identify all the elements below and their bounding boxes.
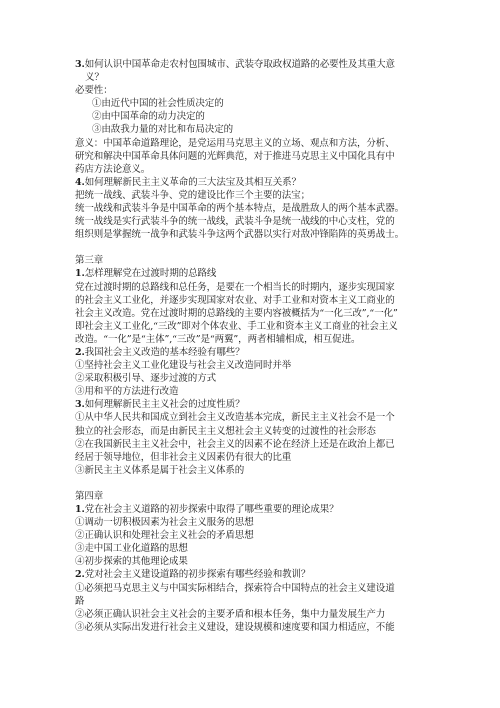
paragraph-line: 意义：中国革命道路理论，是党运用马克思主义的立场、观点和方法，分析、 xyxy=(75,137,395,149)
paragraph-line: 社会主义改造。党在过渡时期的总路线的主要内容被概括为“一化三改”,“一化” xyxy=(75,307,398,319)
list-item: ①调动一切积极因素为社会主义服务的思想 xyxy=(75,517,254,529)
paragraph-line: 组织则是掌握统一战争和武装斗争这两个武器以实行对敌冲锋陷阵的英勇战士。 xyxy=(75,229,405,241)
list-item-cont: 经居于领导地位，但非社会主义因素仍有很大的比重 xyxy=(75,451,292,463)
question-heading: 3.如何认识中国革命走农村包围城市、武装夺取政权道路的必要性及其重大意 xyxy=(75,59,395,70)
list-item: ①从中华人民共和国成立到社会主义改造基本完成，新民主主义社会不是一个 xyxy=(75,412,395,424)
document-page xyxy=(75,58,475,634)
list-item: ④初步探索的其他理论成果 xyxy=(75,556,188,568)
question-heading: 1.怎样理解党在过渡时期的总路线 xyxy=(75,268,217,280)
list-item: ③走中国工业化道路的思想 xyxy=(75,543,188,555)
paragraph-line: 把统一战线、武装斗争、党的建设比作三个主要的法宝； xyxy=(75,189,311,201)
question-heading: 1.党在社会主义道路的初步探索中取得了哪些重要的理论成果？ xyxy=(75,504,339,515)
list-item: ③必须从实际出发进行社会主义建设，建设规模和速度要和国力相适应，不能 xyxy=(75,621,395,633)
paragraph-line: 统一战线是实行武装斗争的统一战线，武装斗争是统一战线的中心支柱，党的 xyxy=(75,216,395,228)
list-item: ②采取积极引导、逐步过渡的方式 xyxy=(75,373,217,385)
list-item: ②必须正确认识社会主义社会的主要矛盾和根本任务，集中力量发展生产力 xyxy=(75,608,386,620)
list-item: ②正确认识和处理社会主义社会的矛盾思想 xyxy=(75,530,254,542)
question-heading: 3.如何理解新民主主义社会的过度性质？ xyxy=(75,399,245,411)
list-item: ③用和平的方法进行改造 xyxy=(75,386,179,398)
question-heading: 2.党对社会主义建设道路的初步探索有哪些经验和教训？ xyxy=(75,569,311,581)
chapter-title: 第四章 xyxy=(75,490,104,502)
paragraph-line: 即社会主义工业化,“三改”即对个体农业、手工业和资本主义工商业的社会主义 xyxy=(75,320,398,332)
list-item: ③由敌我力量的对比和布局决定的 xyxy=(92,124,234,136)
list-item: ③新民主主义体系是属于社会主义体系的 xyxy=(75,464,245,476)
list-item: ①必须把马克思主义与中国实际相结合，探索符合中国特点的社会主义建设道 xyxy=(75,582,395,594)
question-heading: 2.我国社会主义改造的基本经验有哪些？ xyxy=(75,346,245,358)
paragraph-line: 研究和解决中国革命具体问题的光辉典范，对于推进马克思主义中国化具有中 xyxy=(75,150,395,162)
list-item: ①坚持社会主义工业化建设与社会主义改造同时并举 xyxy=(75,360,292,372)
paragraph-line: 的社会主义工业化，并逐步实现国家对农业、对手工业和对资本主义工商业的 xyxy=(75,294,395,306)
necessity-label: 必要性： xyxy=(75,85,113,97)
question-heading-cont: 义？ xyxy=(85,72,104,84)
paragraph-line: 改造。“一化”是“主体”,“三改”是“两翼”，两者相辅相成，相互促进。 xyxy=(75,333,361,345)
list-item-cont: 独立的社会形态，而是由新民主主义想社会主义转变的过渡性的社会形态 xyxy=(75,425,376,437)
paragraph-line: 统一战线和武装斗争是中国革命的两个基本特点，是战胜敌人的两个基本武器。 xyxy=(75,203,405,215)
list-item: ①由近代中国的社会性质决定的 xyxy=(92,98,224,110)
list-item-cont: 路 xyxy=(75,595,85,607)
chapter-title: 第三章 xyxy=(75,255,104,267)
list-item: ②在我国新民主主义社会中，社会主义的因素不论在经济上还是在政治上都已 xyxy=(75,438,395,450)
paragraph-line: 党在过渡时期的总路线和总任务，是要在一个相当长的时期内，逐步实现国家 xyxy=(75,281,395,293)
paragraph-line: 药店方法论意义。 xyxy=(75,163,151,175)
question-heading: 4.如何理解新民主主义革命的三大法宝及其相互关系？ xyxy=(75,176,301,188)
list-item: ②由中国革命的动力决定的 xyxy=(92,111,205,123)
